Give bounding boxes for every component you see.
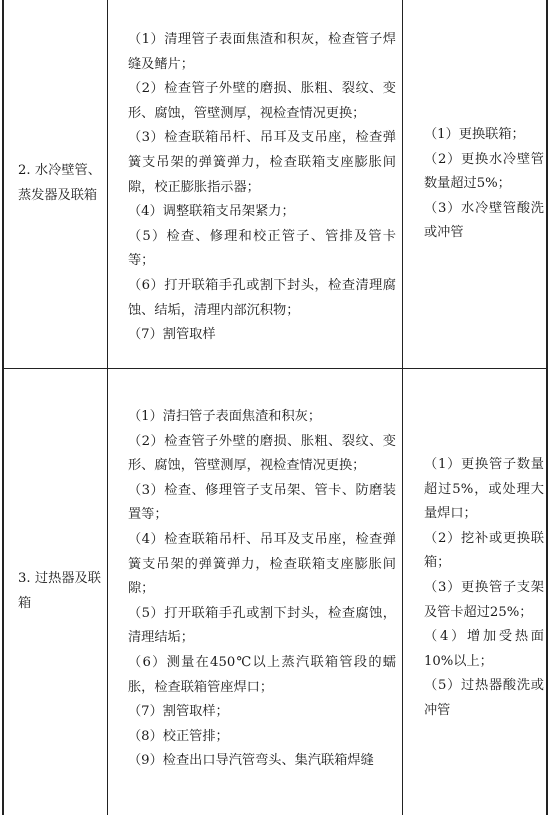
maintenance-table [2,0,548,815]
list-item: （4）增加受热面10%以上； [424,629,544,669]
list-item: （1）清扫管子表面焦渣和积灰； [128,409,322,424]
standard-items-cell [116,405,396,774]
list-item: （5）打开联箱手孔或割下封头，检查腐蚀，清理结垢； [128,605,396,646]
list-item: （3）检查联箱吊杆、吊耳及支吊座，检查弹簧支吊架的弹簧弹力，检查联箱支座膨胀间隙，校正膨胀指示器； [128,130,396,195]
list-item: （8）校正管排； [128,728,229,744]
list-item: （7）割管取样 [128,327,216,343]
row-name: 2. 水冷壁管、蒸发器及联箱 [18,163,101,203]
special-items-cell [412,453,544,724]
row-name-cell [4,368,107,815]
list-item: （6）打开联箱手孔或割下封头，检查清理腐蚀、结垢，清理内部沉积物； [128,277,396,318]
special-items-cell [412,123,544,246]
list-item: （4）检查联箱吊杆、吊耳及支吊座，检查弹簧支吊架的弹簧弹力，检查联箱支座膨胀间隙； [128,531,396,597]
column-divider [402,0,403,815]
list-item: （1）更换管子数量超过5%，或处理大量焊口； [424,457,544,522]
list-item: （9）检查出口导汽管弯头、集汽联箱焊缝 [128,753,374,769]
column-divider [107,0,108,815]
list-item: （1）更换联箱； [424,127,525,142]
list-item: （7）割管取样； [128,704,229,720]
list-item: （3）检查、修理管子支吊架、管卡、防磨装置等； [128,482,396,523]
list-item: （2）检查管子外壁的磨损、胀粗、裂纹、变形、腐蚀，管壁测厚，视检查情况更换； [128,81,396,121]
list-item: （2）检查管子外壁的磨损、胀粗、裂纹、变形、腐蚀，管壁测厚，视检查情况更换； [128,433,396,474]
row-name-cell [4,0,107,368]
standard-items-cell [116,28,396,348]
list-item: （3）更换管子支架及管卡超过25%； [424,579,544,620]
list-item: （3）水冷壁管酸洗或冲管 [424,200,544,241]
list-item: （2）更换水冷壁管数量超过5%； [424,151,544,192]
list-item: （5）检查、修理和校正管子、管排及管卡等； [128,228,396,269]
list-item: （2）挖补或更换联箱； [424,530,544,571]
row-name: 3. 过热器及联箱 [18,570,101,611]
list-item: （4）调整联箱支吊架紧力； [128,204,295,220]
list-item: （5）过热器酸洗或冲管 [424,678,544,718]
list-item: （1）清理管子表面焦渣和积灰，检查管子焊缝及鳍片； [128,32,396,72]
list-item: （6）测量在450℃以上蒸汽联箱管段的蠕胀，检查联箱管座焊口； [128,654,396,695]
